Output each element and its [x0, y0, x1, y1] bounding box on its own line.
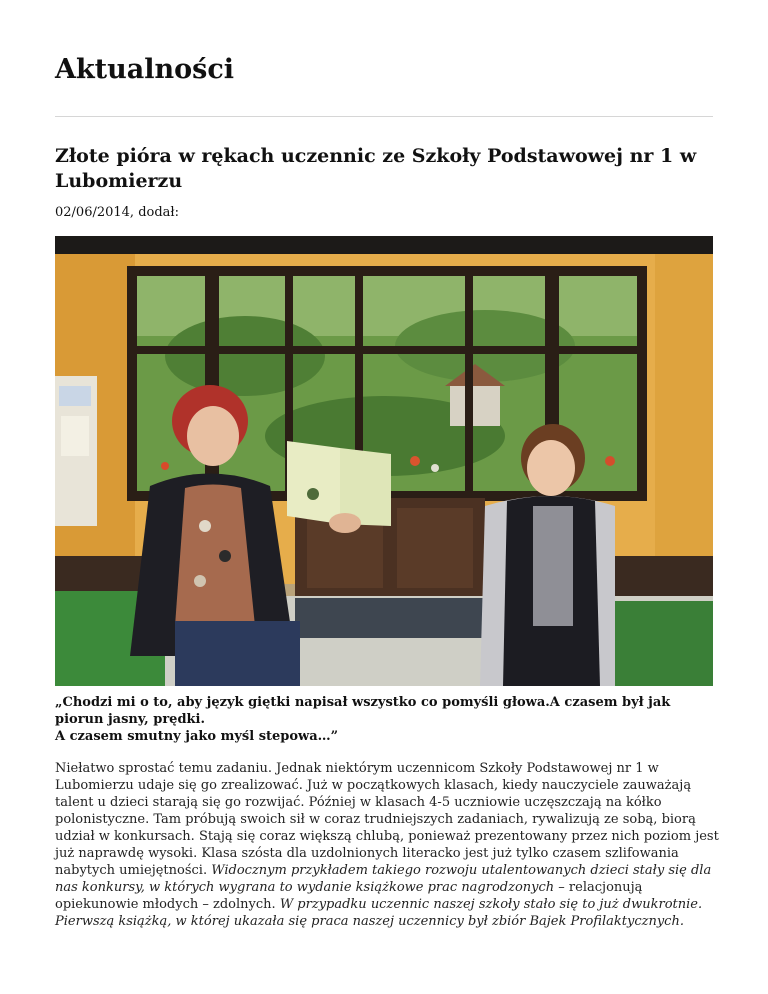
post-title[interactable]: Złote pióra w rękach uczennic ze Szkoły Podstawowej nr 1 w Lubomierzu [55, 145, 697, 192]
body-italic-1: Widocznym przykładem takiego rozwoju utalentowanych dzieci stały się dla nas konkursy, w których wygrana to wydanie książkowe prac nagrodzonych [55, 863, 712, 895]
post-meta: 02/06/2014, dodał: [55, 205, 180, 220]
body-text-part-1: Niełatwo sprostać temu zadaniu. Jednak niektórym uczennicom Szkoły Podstawowej nr 1 w Lubomierzu udaje się go zrealizować. Już w początkowych klasach, kiedy nauczyciele zauważają talent u dzieci starają się go rozwijać. Później w klasach 4-5 uczniowie uczęszczają na kółko polonistyczne. Tam próbują swoich sił w coraz trudniejszych zadaniach, rywalizują ze sobą, biorą udział w konkursach. Stają się coraz większą chlubą, ponieważ prezentowany przez nich poziom jest już naprawdę wysoki. Klasa szósta dla uzdolnionych literacko jest już tylko czasem szlifowania nabytych umiejętności. [55, 761, 719, 878]
body-text-part-2: – relacjonują opiekunowie młodych – zdolnych. [55, 880, 643, 912]
body-italic-2: W przypadku uczennic naszej szkoły stało się to już dwukrotnie. Pierwszą książką, w której ukazała się praca naszej uczennicy był zbiór Bajek Profilaktycznych. [55, 897, 703, 929]
post-quote [55, 694, 721, 745]
divider [55, 116, 713, 117]
post-body [55, 760, 721, 930]
section-title: Aktualności [55, 54, 235, 85]
post-photo [55, 236, 713, 686]
photo-illustration [55, 236, 713, 686]
quote-line-2: A czasem smutny jako myśl stepowa…” [55, 729, 339, 744]
quote-line-1: „Chodzi mi o to, aby język giętki napisał wszystko co pomyśli głowa.A czasem był jak piorun jasny, prędki. [55, 695, 671, 727]
